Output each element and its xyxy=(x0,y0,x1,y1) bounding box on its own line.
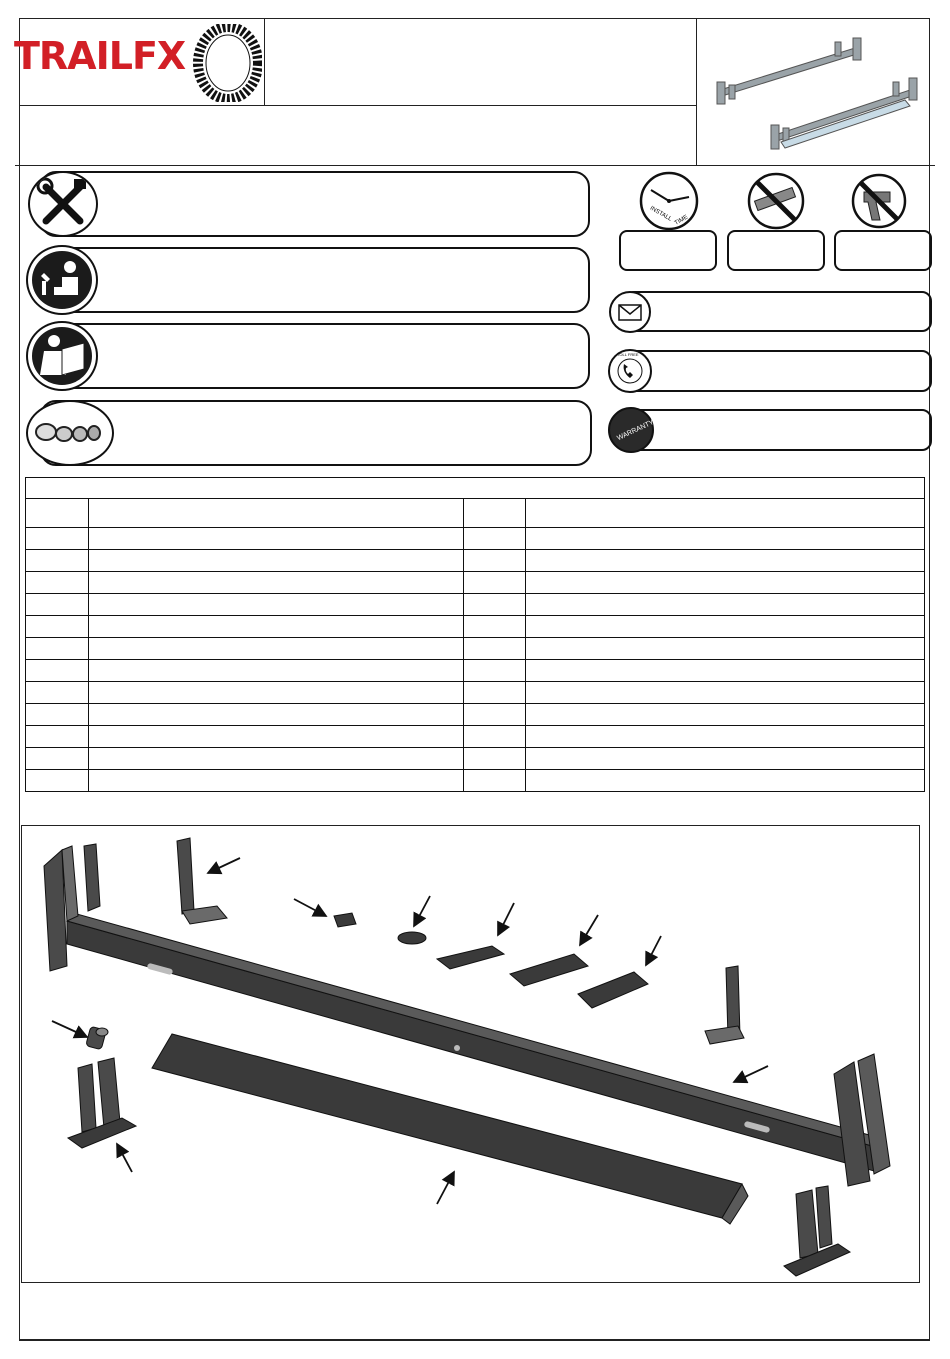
warranty-label: WARRANTY xyxy=(616,419,655,443)
no-drilling-icon xyxy=(850,172,908,230)
email-panel xyxy=(624,291,932,332)
footer-rule xyxy=(19,1339,930,1341)
vertical-bracket-right xyxy=(705,966,744,1044)
professional-installer-icon xyxy=(32,251,92,309)
no-drilling-box xyxy=(834,230,932,271)
table-row xyxy=(26,660,925,682)
table-row xyxy=(26,616,925,638)
table-row xyxy=(26,748,925,770)
table-row xyxy=(26,572,925,594)
table-row xyxy=(26,638,925,660)
pad-part-1 xyxy=(437,946,504,969)
clock-time-label: TIME xyxy=(673,214,690,227)
spacer-part xyxy=(86,1026,108,1049)
tools-icon xyxy=(28,171,98,237)
wrench-screwdriver-icon xyxy=(30,173,96,235)
phone-panel xyxy=(624,350,932,392)
professional-panel xyxy=(40,247,590,313)
manual-icon xyxy=(28,323,96,389)
vertical-bracket-top xyxy=(177,838,227,924)
professional-icon xyxy=(28,247,96,313)
email-icon xyxy=(607,290,653,334)
clock-install-label: INSTALL xyxy=(648,205,673,223)
parts-table xyxy=(25,477,925,792)
manual-panel xyxy=(40,323,590,389)
washer-part xyxy=(398,932,426,944)
read-manual-icon xyxy=(32,327,92,385)
table-row xyxy=(26,704,925,726)
warranty-icon xyxy=(607,407,655,453)
hardware-icon xyxy=(26,400,114,466)
exploded-diagram xyxy=(22,826,919,1282)
header-divider-bottom xyxy=(15,165,935,166)
logo-divider xyxy=(264,18,265,106)
product-thumbnail xyxy=(705,30,925,155)
install-time-box xyxy=(619,230,717,271)
clock-icon xyxy=(637,170,701,232)
warranty-panel xyxy=(624,409,932,451)
clip-part xyxy=(334,913,356,927)
phone-icon xyxy=(607,348,653,394)
brand-logo xyxy=(0,18,264,106)
no-cutting-icon xyxy=(745,172,807,230)
table-row xyxy=(26,550,925,572)
hardware-panel xyxy=(40,400,592,466)
no-cutting-box xyxy=(727,230,825,271)
tools-panel xyxy=(40,171,590,237)
logo-wordmark: TRAILFX xyxy=(14,34,186,78)
pad-part-2 xyxy=(510,954,588,986)
table-row xyxy=(26,770,925,792)
hardware-chain-icon xyxy=(28,402,112,464)
tire-icon xyxy=(190,24,262,102)
left-foot-bracket xyxy=(68,1058,136,1148)
parts-table-title xyxy=(26,478,925,499)
left-end-bracket xyxy=(44,844,100,971)
parts-table-header-row xyxy=(26,499,925,528)
phone-stamp-text: TOLL FREE xyxy=(617,352,639,357)
table-row xyxy=(26,594,925,616)
right-foot-bracket xyxy=(784,1186,850,1276)
image-divider xyxy=(696,18,697,166)
table-row xyxy=(26,726,925,748)
table-row xyxy=(26,682,925,704)
table-row xyxy=(26,528,925,550)
pad-part-3 xyxy=(578,972,648,1008)
right-end-bracket xyxy=(834,1054,890,1186)
wind-deflector xyxy=(152,1034,748,1224)
